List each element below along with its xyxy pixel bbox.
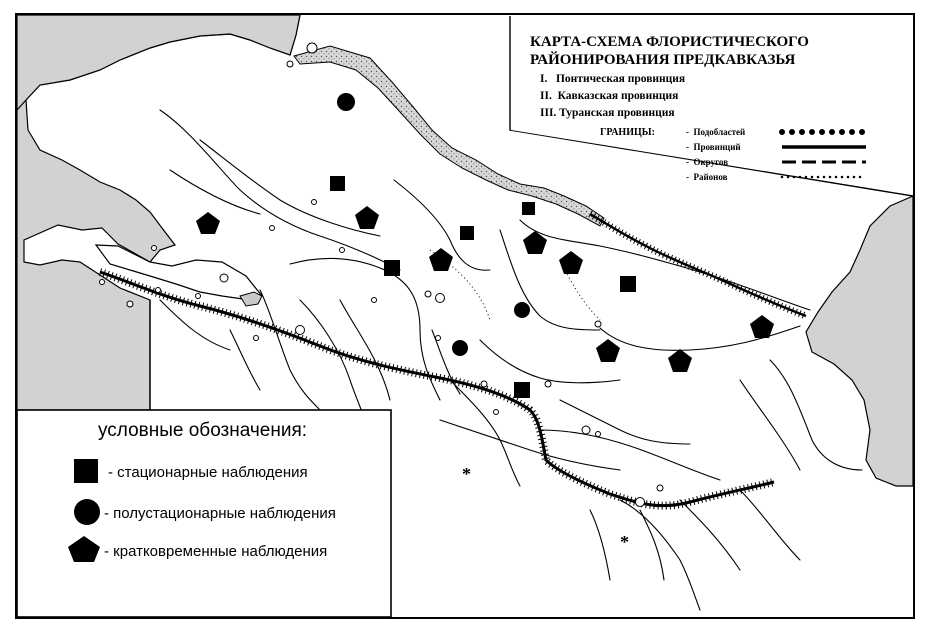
stationary-marker — [522, 202, 535, 215]
legend-item-short-term: - кратковременные наблюдения — [104, 543, 328, 560]
legend-item-stationary: - стационарные наблюдения — [108, 464, 308, 481]
stationary-marker — [514, 382, 530, 398]
province-item: II. Кавказская провинция — [540, 90, 679, 102]
stationary-marker — [620, 276, 636, 292]
border-item-area: - Районов — [686, 172, 728, 182]
stationary-marker — [384, 260, 400, 276]
legend-circle-symbol — [74, 499, 100, 525]
province-item: III. Туранская провинция — [540, 107, 675, 119]
legend-title: условные обозначения: — [98, 420, 308, 441]
semi-stationary-marker — [452, 340, 468, 356]
borders-heading: ГРАНИЦЫ: — [600, 127, 655, 138]
legend-item-semi-stationary: - полустационарные наблюдения — [104, 505, 336, 522]
border-item-district: - Округов — [686, 157, 729, 167]
province-item: I. Понтическая провинция — [540, 73, 686, 85]
border-item-subregion: - Подобластей — [686, 127, 746, 137]
stationary-marker — [330, 176, 345, 191]
map-title-line2: РАЙОНИРОВАНИЯ ПРЕДКАВКАЗЬЯ — [530, 52, 796, 68]
semi-stationary-marker — [514, 302, 530, 318]
map-title-line1: КАРТА-СХЕМА ФЛОРИСТИЧЕСКОГО — [530, 34, 809, 50]
stationary-marker — [460, 226, 474, 240]
peak-marker: * — [462, 464, 471, 484]
legend-square-symbol — [74, 459, 98, 483]
peak-marker: * — [620, 532, 629, 552]
border-item-province: - Провинций — [686, 142, 741, 152]
semi-stationary-marker — [337, 93, 355, 111]
